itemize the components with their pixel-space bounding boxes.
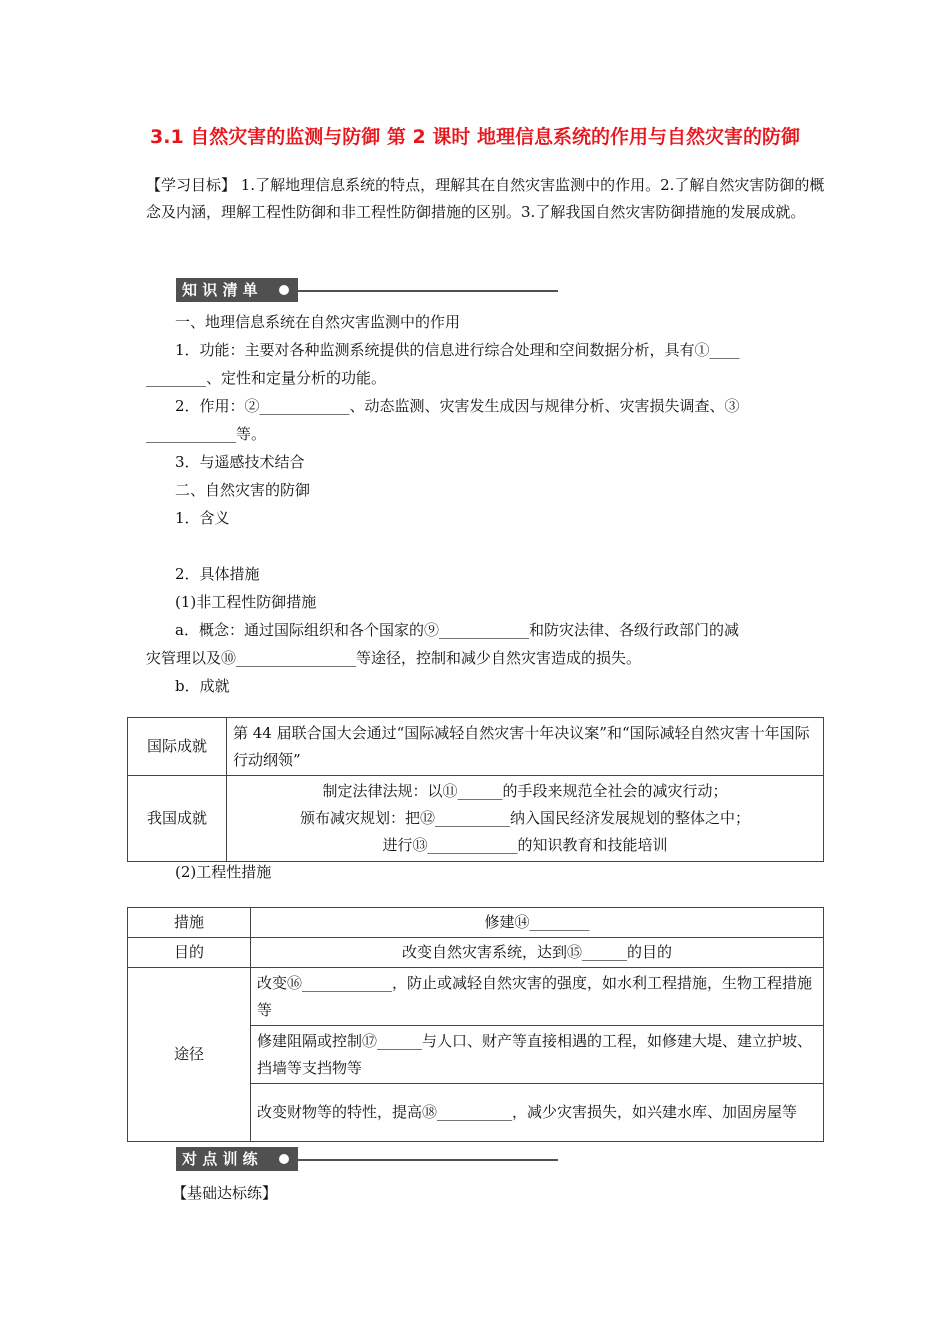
text-measures: 2．具体措施 [175,565,260,583]
text-concept-cont: 灾管理以及⑩________________等途径，控制和减少自然灾害造成的损失。 [146,649,642,667]
china-plan: 颁布减灾规划：把⑫__________纳入国民经济发展规划的整体之中； [299,809,750,827]
achievements-table [127,717,824,862]
cell-approach-b: 修建阻隔或控制⑰______与人口、财产等直接相遇的工程，如修建大堤、建立护坡、挡墙等支挡物等 [251,1026,824,1084]
china-education: 进行⑬____________的知识教育和技能培训 [382,836,668,854]
cell-measure-text: 修建⑭________ [251,908,824,938]
banner-rule [298,1159,558,1161]
bullet-dot-icon [279,1154,289,1164]
banner-rule [298,290,558,292]
cell-approach-c: 改变财物等的特性，提高⑱__________，减少灾害损失，如兴建水库、加固房屋等 [251,1084,824,1142]
cell-approach-head: 途径 [128,968,251,1142]
cell-china-head: 我国成就 [128,776,227,862]
heading-gis: 一、地理信息系统在自然灾害监测中的作用 [175,313,461,331]
banner-label: 知 识 清 单 [176,278,298,302]
cell-china-text [227,776,824,862]
text-role: 2．作用：②____________、动态监测、灾害发生成因与规律分析、灾害损失调查、③ [175,397,740,415]
cell-measure-head: 措施 [128,908,251,938]
china-law: 制定法律法规：以⑪______的手段来规范全社会的减灾行动； [322,782,728,800]
learning-objectives: 【学习目标】 1.了解地理信息系统的特点，理解其在自然灾害监测中的作用。2.了解自然灾害防御的概念及内涵，理解工程性防御和非工程性防御措施的区别。3.了解我国自然灾害防御措施的发展成就。 [146,176,825,221]
cell-international-head: 国际成就 [128,718,227,776]
text-basic-practice: 【基础达标练】 [172,1184,278,1202]
bullet-dot-icon [279,285,289,295]
text-concept: a．概念：通过国际组织和各个国家的⑨____________和防灾法律、各级行政部门的减 [175,621,739,639]
text-function-cont: ________、定性和定量分析的功能。 [146,369,387,387]
text-non-engineering: (1)非工程性防御措施 [175,593,317,611]
cell-international-text: 第 44 届联合国大会通过“国际减轻自然灾害十年决议案”和“国际减轻自然灾害十年国际行动纲领” [227,718,824,776]
page-title: 3.1 自然灾害的监测与防御 第 2 课时 地理信息系统的作用与自然灾害的防御 [150,126,800,148]
banner-label: 对 点 训 练 [176,1147,298,1171]
text-remote-sensing: 3．与遥感技术结合 [175,453,305,471]
text-achievements: b．成就 [175,677,230,695]
cell-purpose-head: 目的 [128,938,251,968]
text-function: 1．功能：主要对各种监测系统提供的信息进行综合处理和空间数据分析，具有①____ [175,341,740,359]
text-engineering: (2)工程性措施 [175,863,272,881]
cell-approach-a: 改变⑯____________，防止或减轻自然灾害的强度，如水利工程措施，生物工程措施等 [251,968,824,1026]
text-meaning: 1．含义 [175,509,230,527]
heading-defense: 二、自然灾害的防御 [175,481,311,499]
text-role-cont: ____________等。 [146,425,267,443]
engineering-table [127,907,824,1142]
cell-purpose-text: 改变自然灾害系统，达到⑮______的目的 [251,938,824,968]
